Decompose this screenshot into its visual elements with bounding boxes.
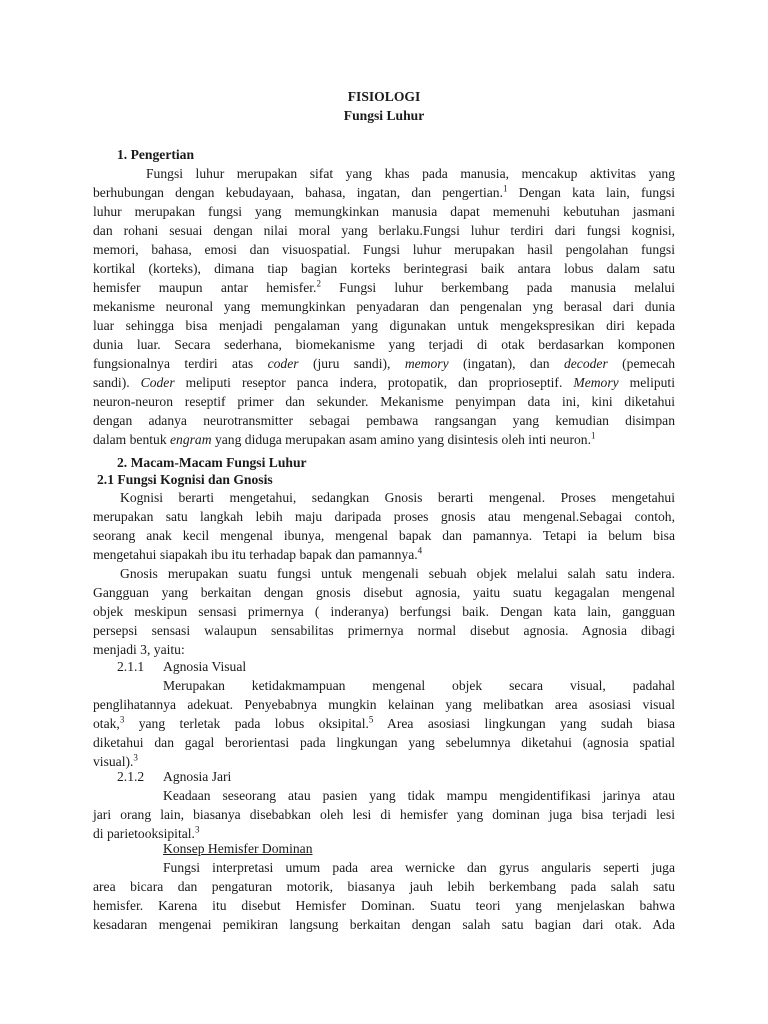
subsection-title-agnosia-jari: Agnosia Jari bbox=[163, 769, 232, 784]
footnote-ref: 5 bbox=[368, 714, 374, 725]
paragraph-line: sandi). Coder meliputi reseptor panca indera, protopatik, dan proprioseptif. Memory meliputi bbox=[93, 375, 675, 390]
subsection-number: 2.1.1 bbox=[117, 659, 145, 674]
paragraph-line: kesadaran mengenai pemikiran langsung berkaitan dengan salah satu bagian dari otak. Ada bbox=[93, 917, 675, 932]
paragraph-line: fungsionalnya terdiri atas coder (juru sandi), memory (ingatan), dan decoder (pemecah bbox=[93, 356, 675, 371]
paragraph-line: penglihatannya adekuat. Penyebabnya mungkin kelainan yang melibatkan area asosiasi visual bbox=[93, 697, 675, 712]
footnote-ref: 2 bbox=[316, 278, 321, 289]
subsection-number: 2.1.2 bbox=[117, 769, 145, 784]
paragraph-line: di parietooksipital.$^3$ bbox=[93, 824, 200, 841]
footnote-ref: 3 bbox=[194, 824, 200, 835]
paragraph-line: dalam bentuk engram yang diduga merupakan asam amino yang disintesis oleh inti neuron.$^1$ bbox=[93, 430, 596, 447]
paragraph-line: mekanisme neuronal yang memungkinkan penyadaran dan pengenalan yng berasal dari dunia bbox=[93, 299, 675, 314]
paragraph-line: dunia luar. Secara sederhana, biomekanisme yang terjadi di otak berdasarkan komponen bbox=[93, 337, 675, 352]
paragraph-line: Kognisi berarti mengetahui, sedangkan Gnosis berarti mengenal. Proses mengetahui bbox=[120, 490, 675, 505]
paragraph-line: area bicara dan pengaturan motorik, biasanya jauh lebih berkembang pada salah satu bbox=[93, 879, 675, 894]
paragraph-line: objek meskipun sensasi primernya ( inderanya) berfungsi baik. Dengan kata lain, gangguan bbox=[93, 604, 675, 619]
paragraph-line: dan rohani sesuai dengan nilai moral yang berlaku.Fungsi luhur terdiri dari fungsi kognisi, bbox=[93, 223, 675, 238]
paragraph-line: menjadi 3, yaitu: bbox=[93, 642, 185, 657]
paragraph-line: Fungsi interpretasi umum pada area wernicke dan gyrus angularis seperti juga bbox=[163, 860, 675, 875]
footnote-ref: 3 bbox=[133, 752, 138, 763]
footnote-ref: 4 bbox=[417, 545, 423, 556]
paragraph-line: Gangguan yang berkaitan dengan gnosis disebut agnosia, yaitu suatu kegagalan mengenal bbox=[93, 585, 675, 600]
section-heading-pengertian: 1. Pengertian bbox=[117, 147, 195, 162]
document-subtitle: Fungsi Luhur bbox=[343, 108, 425, 123]
paragraph-line: neuron-neuron reseptif primer dan sekunder. Mekanisme penyimpan data ini, kini diketahui bbox=[93, 394, 675, 409]
paragraph-line: otak,$^3$ yang terletak pada lobus oksipital.$^5$ Area asosiasi lingkungan yang sudah biasa bbox=[93, 714, 675, 731]
paragraph-line: Keadaan seseorang atau pasien yang tidak mampu mengidentifikasi jarinya atau bbox=[163, 788, 675, 803]
paragraph-line: luhur merupakan fungsi yang memungkinkan manusia dapat memenuhi kebutuhan jasmani bbox=[93, 204, 675, 219]
footnote-ref: 3 bbox=[119, 714, 125, 725]
footnote-ref: 1 bbox=[590, 430, 596, 441]
paragraph-line: seorang anak kecil mengenal ibunya, mengenal bapak dan pamannya. Tetapi ia belum bisa bbox=[93, 528, 675, 543]
subsection-title-agnosia-visual: Agnosia Visual bbox=[163, 659, 247, 674]
paragraph-line: berhubungan dengan kebudayaan, bahasa, ingatan, dan pengertian.$^1$ Dengan kata lain, fungsi bbox=[93, 183, 675, 200]
paragraph-line: hemisfer. Karena itu disebut Hemisfer Dominan. Suatu teori yang menjelaskan bahwa bbox=[93, 898, 675, 913]
paragraph-line: Gnosis merupakan suatu fungsi untuk mengenali sebuah objek melalui salah satu indera. bbox=[120, 566, 675, 581]
paragraph-line: merupakan satu langkah lebih maju daripada proses gnosis atau mengenal.Sebagai contoh, bbox=[93, 509, 675, 524]
paragraph-line: Merupakan ketidakmampuan mengenal objek secara visual, padahal bbox=[163, 678, 675, 693]
subsection-title-konsep-hemisfer: Konsep Hemisfer Dominan bbox=[163, 841, 313, 856]
paragraph-line: hemisfer maupun antar hemisfer.$^2$ Fungsi luhur berkembang pada manusia melalui bbox=[93, 278, 675, 295]
paragraph-line: Fungsi luhur merupakan sifat yang khas pada manusia, mencakup aktivitas yang bbox=[146, 166, 675, 181]
paragraph-line: dengan adanya neurotransmitter sebagai pembawa rangsangan yang kemudian disimpan bbox=[93, 413, 675, 428]
paragraph-line: diketahui dan gagal berorientasi pada lingkungan yang sebelumnya diketahui (agnosia spatial bbox=[93, 735, 675, 750]
paragraph-line: persepsi sensasi walaupun sensabilitas primernya normal disebut agnosia. Agnosia dibagi bbox=[93, 623, 675, 638]
paragraph-line: kortikal (korteks), dimana tiap bagian korteks berintegrasi baik antara lobus dalam satu bbox=[93, 261, 675, 276]
document-title: FISIOLOGI bbox=[347, 89, 421, 104]
paragraph-line: luar sehingga bisa menjadi pengalaman yang digunakan untuk mengekspresikan diri kepada bbox=[93, 318, 675, 333]
paragraph-line: visual).$^3$ bbox=[93, 752, 138, 769]
section-heading-macam: 2. Macam-Macam Fungsi Luhur bbox=[117, 455, 307, 470]
paragraph-line: mengetahui siapakah ibu itu terhadap bapak dan pamannya.$^4$ bbox=[93, 545, 423, 562]
subsection-heading-kognisi: 2.1 Fungsi Kognisi dan Gnosis bbox=[97, 472, 273, 487]
footnote-ref: 1 bbox=[502, 183, 508, 194]
paragraph-line: memori, bahasa, emosi dan visuospatial. Fungsi luhur merupakan hasil pengolahan fungsi bbox=[93, 242, 675, 257]
paragraph-line: jari orang lain, biasanya disebabkan oleh lesi di hemisfer yang dominan juga bisa terjadi lesi bbox=[93, 807, 675, 822]
